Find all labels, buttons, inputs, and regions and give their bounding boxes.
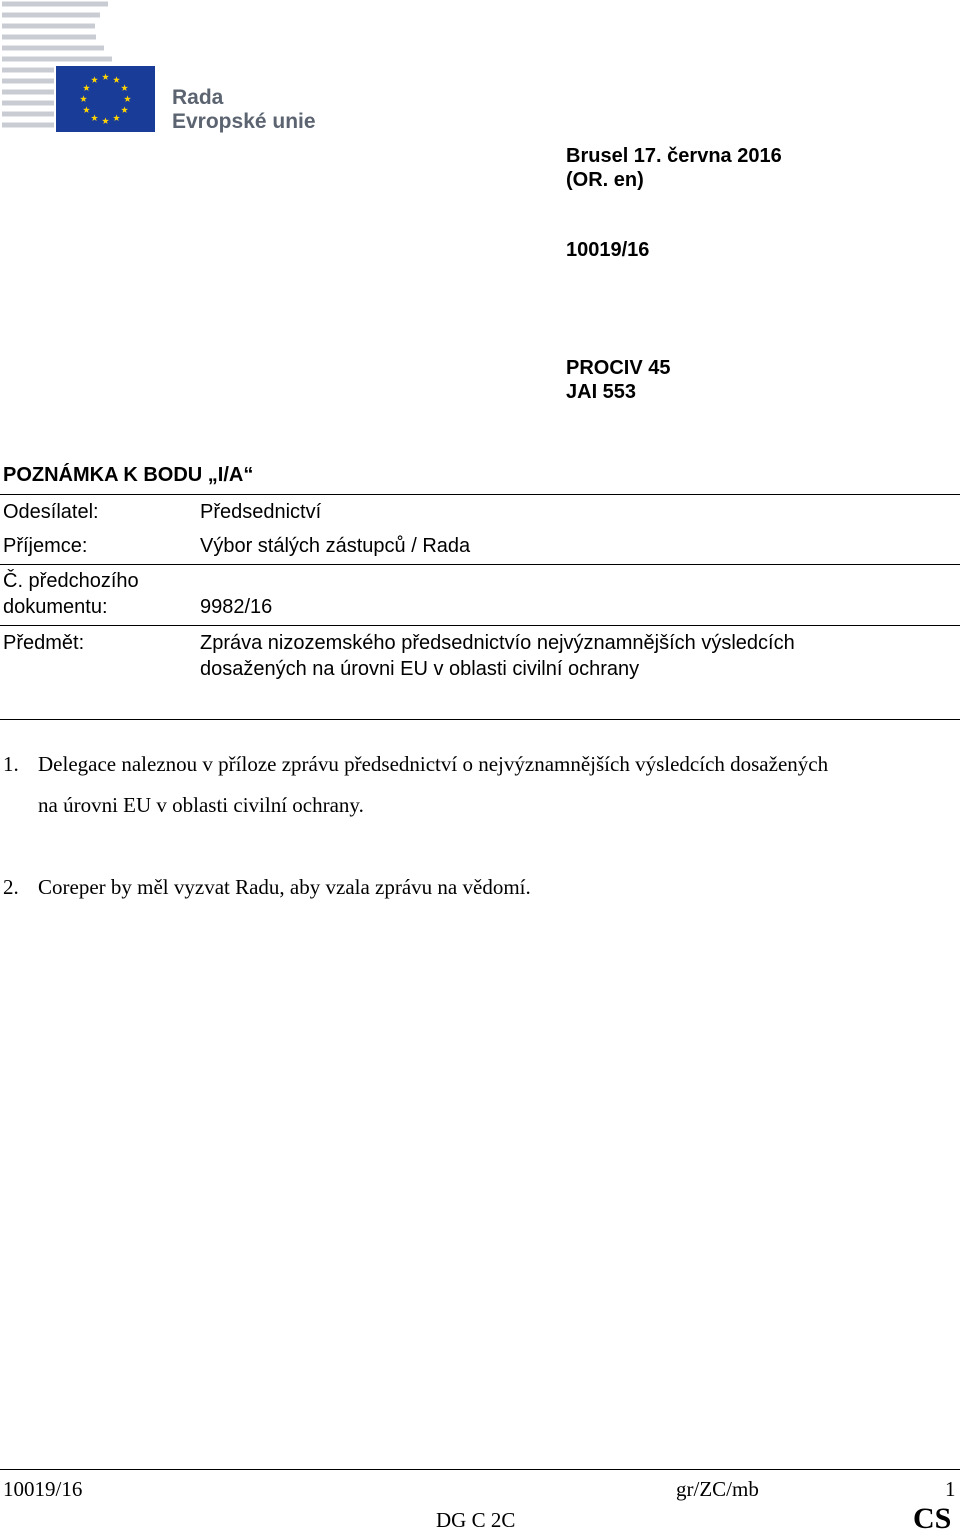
subject-line1: Zpráva nizozemského předsednictvío nejvýznamnějších výsledcích xyxy=(200,632,795,654)
eu-star-icon xyxy=(124,95,131,102)
eu-star-icon xyxy=(83,106,90,113)
eu-star-icon xyxy=(102,73,109,80)
footer-language: CS xyxy=(913,1502,952,1535)
prev-doc-value: 9982/16 xyxy=(200,596,273,618)
original-language: (OR. en) xyxy=(566,169,644,191)
document-title: POZNÁMKA K BODU „I/A“ xyxy=(3,464,254,486)
eu-star-icon xyxy=(102,117,109,124)
org-name-line2: Evropské unie xyxy=(172,110,316,133)
paragraph-1-number: 1. xyxy=(3,752,19,776)
eu-star-icon xyxy=(121,84,128,91)
eu-star-icon xyxy=(80,95,87,102)
date-line: Brusel 17. června 2016 xyxy=(566,145,782,167)
eu-star-icon xyxy=(121,106,128,113)
org-name xyxy=(172,86,316,134)
org-name-line1: Rada xyxy=(172,86,224,109)
eu-star-icon xyxy=(91,114,98,121)
footer-page-number: 1 xyxy=(945,1477,956,1501)
sender-value: Předsednictví xyxy=(200,501,322,523)
divider xyxy=(0,494,960,495)
eu-star-icon xyxy=(113,76,120,83)
code-jai: JAI 553 xyxy=(566,381,637,403)
divider xyxy=(0,719,960,720)
document-number: 10019/16 xyxy=(566,239,650,261)
sender-label: Odesílatel: xyxy=(3,501,99,523)
footer-divider xyxy=(0,1469,960,1470)
eu-star-icon xyxy=(91,76,98,83)
eu-flag-icon xyxy=(56,66,155,132)
council-logo xyxy=(0,0,340,140)
divider xyxy=(0,625,960,626)
paragraph-1-line1: Delegace naleznou v příloze zprávu předsednictví o nejvýznamnějších výsledcích dosažených xyxy=(38,752,829,776)
subject-label: Předmět: xyxy=(3,632,85,654)
divider xyxy=(0,564,960,565)
paragraph-2-number: 2. xyxy=(3,875,19,899)
recipient-label: Příjemce: xyxy=(3,535,88,557)
paragraph-2-line1: Coreper by měl vyzvat Radu, aby vzala zprávu na vědomí. xyxy=(38,875,531,899)
recipient-value: Výbor stálých zástupců / Rada xyxy=(200,535,471,557)
eu-star-icon xyxy=(83,84,90,91)
prev-doc-label-line1: Č. předchozího xyxy=(3,570,139,592)
subject-line2: dosažených na úrovni EU v oblasti civilní ochrany xyxy=(200,658,640,680)
footer-doc-number: 10019/16 xyxy=(3,1477,83,1501)
footer-dg: DG C 2C xyxy=(436,1508,516,1532)
eu-star-icon xyxy=(113,114,120,121)
code-prociv: PROCIV 45 xyxy=(566,357,671,379)
prev-doc-label-line2: dokumentu: xyxy=(3,596,108,618)
paragraph-1-line2: na úrovni EU v oblasti civilní ochrany. xyxy=(38,793,364,817)
footer-initials: gr/ZC/mb xyxy=(676,1477,759,1501)
